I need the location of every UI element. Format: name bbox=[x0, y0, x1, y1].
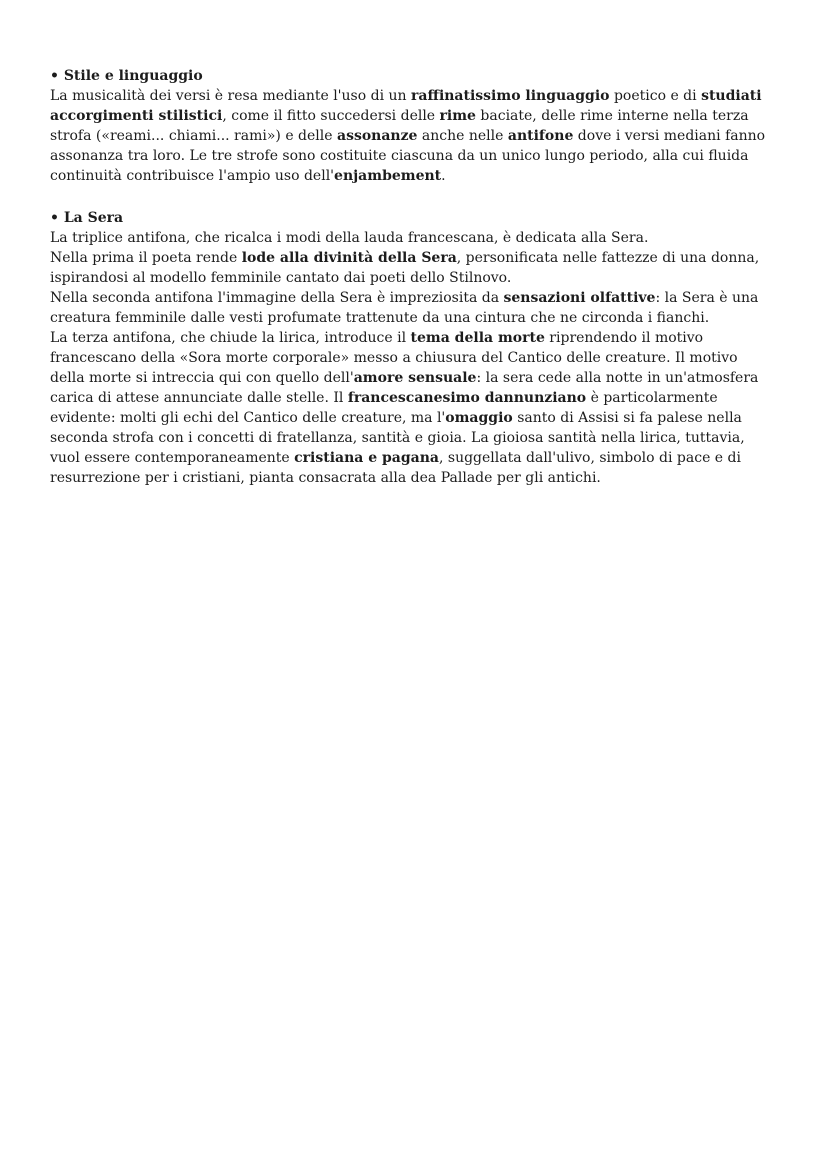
document-page bbox=[50, 66, 775, 488]
text-run: La musicalità dei versi è resa mediante l'uso di un bbox=[50, 88, 411, 104]
paragraph bbox=[50, 228, 775, 248]
section-la-sera bbox=[50, 208, 775, 488]
section-heading: • La Sera bbox=[50, 210, 124, 226]
text-run: Nella prima il poeta rende bbox=[50, 250, 242, 266]
text-run: La terza antifona, che chiude la lirica, introduce il bbox=[50, 330, 411, 346]
text-run: , personificata nelle fattezze di una donna, ispirandosi al modello femminile cantato dai poeti dello Stilnovo. bbox=[50, 250, 760, 286]
bold-text-run: cristiana e pagana bbox=[294, 450, 439, 466]
text-run: La triplice antifona, che ricalca i modi della lauda francescana, è dedicata alla Sera. bbox=[50, 230, 649, 246]
text-run: : la Sera è una creatura femminile dalle vesti profumate trattenute da una cintura che ne circonda i fianchi. bbox=[50, 290, 759, 326]
paragraph bbox=[50, 288, 775, 328]
bold-text-run: amore sensuale bbox=[353, 370, 477, 386]
text-run: dove i versi mediani fanno assonanza tra loro. Le tre strofe sono costituite ciascuna da un unico lungo periodo, alla cui fluida continuità contribuisce l'ampio uso dell' bbox=[50, 128, 766, 184]
bold-text-run: raffinatissimo linguaggio bbox=[411, 88, 610, 104]
bold-text-run: antifone bbox=[507, 128, 574, 144]
paragraph bbox=[50, 86, 775, 186]
text-run: Nella seconda antifona l'immagine della Sera è impreziosita da bbox=[50, 290, 504, 306]
bold-text-run: assonanze bbox=[337, 128, 418, 144]
text-run: anche nelle bbox=[417, 128, 508, 144]
bold-text-run: francescanesimo dannunziano bbox=[347, 390, 587, 406]
section-stile-e-linguaggio bbox=[50, 66, 775, 186]
bold-text-run: enjambement bbox=[334, 168, 442, 184]
section-heading: • Stile e linguaggio bbox=[50, 68, 203, 84]
text-run: è particolarmente evidente: molti gli echi del Cantico delle creature, ma l' bbox=[50, 390, 718, 426]
bold-text-run: lode alla divinità della Sera bbox=[241, 250, 457, 266]
text-run: poetico e di bbox=[609, 88, 702, 104]
text-run: riprendendo il motivo francescano della «Sora morte corporale» messo a chiusura del Cantico delle creature. Il motivo della morte si intreccia qui con quello dell' bbox=[50, 330, 738, 386]
text-run: , come il fitto succedersi delle bbox=[222, 108, 440, 124]
text-run: baciate, delle rime interne nella terza strofa («reami... chiami... rami») e delle bbox=[50, 108, 749, 144]
bold-text-run: tema della morte bbox=[410, 330, 545, 346]
bold-text-run: rime bbox=[439, 108, 476, 124]
bold-text-run: omaggio bbox=[445, 410, 513, 426]
text-run: , suggellata dall'ulivo, simbolo di pace e di resurrezione per i cristiani, pianta consacrata alla dea Pallade per gli antichi. bbox=[50, 450, 741, 486]
text-run: santo di Assisi si fa palese nella seconda strofa con i concetti di fratellanza, santità e gioia. La gioiosa santità nella lirica, tuttavia, vuol essere contemporaneamente bbox=[50, 410, 745, 466]
paragraph bbox=[50, 248, 775, 288]
paragraph bbox=[50, 328, 775, 488]
bold-text-run: studiati accorgimenti stilistici bbox=[50, 88, 762, 124]
bold-text-run: sensazioni olfattive bbox=[503, 290, 656, 306]
text-run: . bbox=[441, 168, 446, 184]
text-run: : la sera cede alla notte in un'atmosfera carica di attese annunciate dalle stelle. Il bbox=[50, 370, 759, 406]
